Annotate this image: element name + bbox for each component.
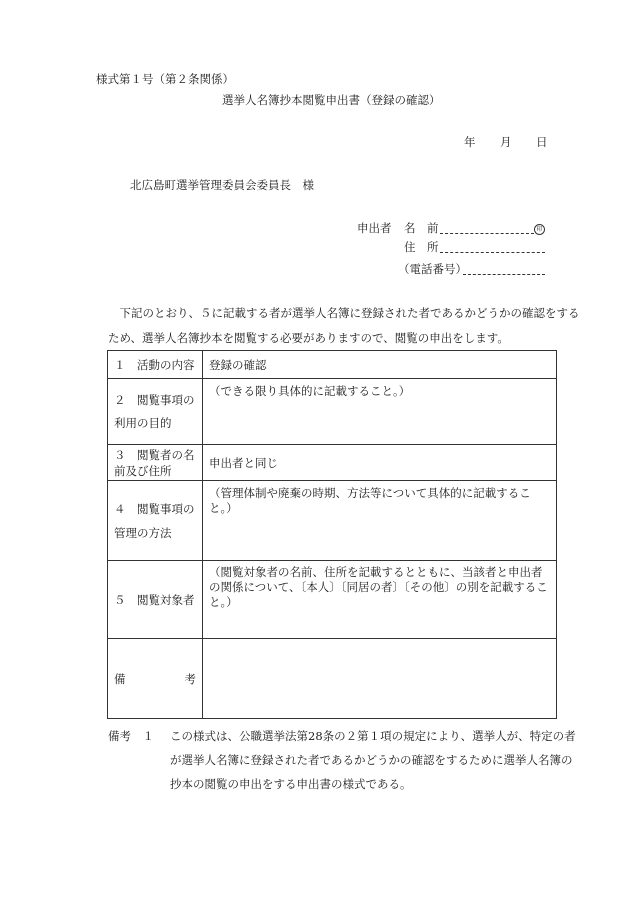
table-row [108,379,557,445]
seal-icon: 印 [534,224,545,235]
applicant-prefix: 申出者 [357,221,392,235]
row-label: ２ 閲覧事項の利用の目的 [108,379,203,445]
date-month: 月 [500,135,512,149]
row-value[interactable]: 登録の確認 [203,351,557,379]
table-row [108,639,557,719]
remarks-label-left: 備 [114,671,126,686]
name-field[interactable] [440,221,545,236]
row-value[interactable]: （できる限り具体的に記載すること。） [203,379,557,445]
table-row [108,561,557,639]
date-day: 日 [536,135,548,149]
row-label: １ 活動の内容 [108,351,203,379]
date-year: 年 [464,135,476,149]
table-row [108,445,557,481]
note-text: この様式は、公職選挙法第28条の２第１項の規定により、選挙人が、特定の者が選挙人名簿に登録された者であるかどうかの確認をするために選挙人名簿の抄本の閲覧の申出をする申出書の様式である。 [170,729,576,791]
row-value[interactable]: （閲覧対象者の名前、住所を記載するとともに、当該者と申出者の関係について、〔本人〕〔同居の者〕〔その他〕の別を記載すること。） [203,561,557,639]
table-row [108,481,557,561]
address-label: 住 所 [404,240,439,254]
body-text: 下記のとおり、５に記載する者が選挙人名簿に登録された者であるかどうかの確認をするため、選挙人名簿抄本を閲覧する必要がありますので、閲覧の申出をします。 [108,306,580,345]
addressee: 北広島町選挙管理委員会委員長 様 [130,178,314,192]
address-field[interactable] [440,240,545,255]
phone-field[interactable] [463,262,545,277]
remarks-label-right: 考 [184,671,196,686]
table-row [108,351,557,379]
remarks-value[interactable] [203,639,557,719]
name-label: 名 前 [404,221,439,235]
application-table [107,350,557,719]
note-heading: 備考 １ [108,729,154,743]
form-label: 様式第１号（第２条関係） [96,72,234,86]
row-value[interactable]: （管理体制や廃棄の時期、方法等について具体的に記載すること。） [203,481,557,561]
document-title: 選挙人名簿抄本閲覧申出書（登録の確認） [222,93,441,107]
row-value[interactable]: 申出者と同じ [203,445,557,481]
phone-label: （電話番号） [398,262,467,276]
remarks-label [108,639,203,719]
row-label: ５ 閲覧対象者 [108,561,203,639]
row-label: ３ 閲覧者の名前及び住所 [108,445,203,481]
row-label: ４ 閲覧事項の管理の方法 [108,481,203,561]
